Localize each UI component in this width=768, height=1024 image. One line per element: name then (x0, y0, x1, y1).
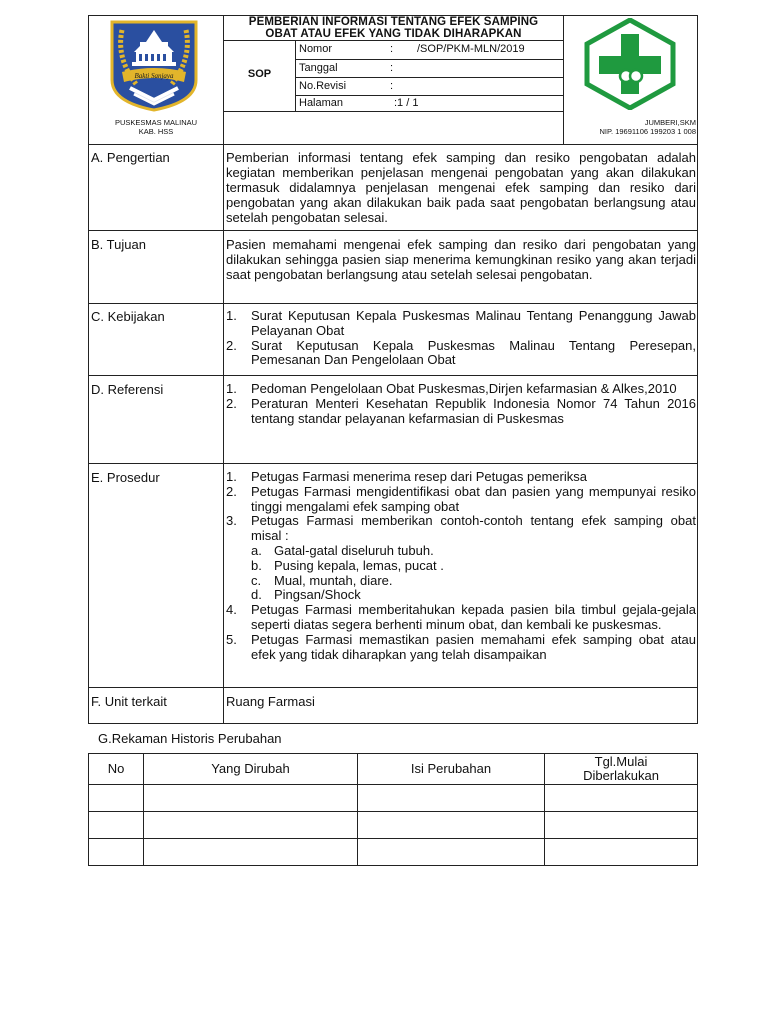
section-a-text: Pemberian informasi tentang efek samping dan resiko pengobatan adalah kegiatan memberikan penjelasan mengenai pengobatan yang akan dilakukan termasuk didalamnya penjelasan mengenai efek samping dan resiko dari pengobatan yang akan dilakukan baik pada saat pengobatan berlangsung atau setelah pengobatan selesai. (226, 150, 696, 225)
meta-nomor-value: /SOP/PKM-MLN/2019 (417, 43, 525, 55)
signer (560, 118, 696, 136)
puskesmas-cross-logo (583, 18, 677, 110)
document-title (224, 16, 563, 40)
list-item: 1. Pedoman Pengelolaan Obat Puskesmas,Dirjen kefarmasian & Alkes,2010 (226, 381, 677, 396)
list-item: 1. Surat Keputusan Kepala Puskesmas Malinau Tentang Penanggung Jawab Pelayanan Obat (226, 308, 696, 338)
section-f-text: Ruang Farmasi (226, 694, 315, 709)
section-e-list (226, 470, 696, 662)
sop-label: SOP (247, 68, 272, 80)
history-col-no: No (107, 761, 125, 776)
list-item: 5. Petugas Farmasi memastikan pasien memahami efek samping obat atau efek yang tidak diharapkan yang telah disampaikan (226, 631, 696, 662)
section-e-label: E. Prosedur (91, 470, 160, 485)
meta-nomor-label: Nomor (299, 43, 333, 55)
list-item: 2. Surat Keputusan Kepala Puskesmas Malinau Tentang Peresepan, Pemesanan Dan Pengelolaan Obat (226, 337, 696, 368)
sub-item: c. Mual, muntah, diare. (251, 572, 393, 588)
meta-halaman-value: :1 / 1 (394, 97, 419, 109)
org-name (90, 118, 222, 136)
signer-name: JUMBERI,SKM (644, 118, 696, 127)
meta-nomor-sep: : (390, 43, 394, 55)
signer-nip: NIP. 19691106 199203 1 008 (599, 127, 696, 136)
org-name-line1: PUSKESMAS MALINAU (114, 118, 198, 127)
list-item: 3. Petugas Farmasi memberikan contoh-contoh tentang efek samping obat misal : a. Gatal-gatal diseluruh tubuh. b. Pusing kepala, lemas, pucat . c. Mual, muntah, diare. d. Pingsan/Shock (226, 513, 696, 603)
list-item: 4. Petugas Farmasi memberitahukan kepada pasien bila timbul gejala-gejala seperti diatas segera berhenti minum obat, dan kembali ke puskesmas. (226, 602, 696, 632)
title-line2: OBAT ATAU EFEK YANG TIDAK DIHARAPKAN (265, 28, 522, 40)
history-col-tgl-line1: Tgl.Mulai (594, 754, 648, 769)
meta-revisi-sep: : (390, 80, 394, 92)
list-item: 1. Petugas Farmasi menerima resep dari Petugas pemeriksa (226, 469, 587, 484)
meta-revisi-label: No.Revisi (299, 80, 347, 92)
side-effect-examples (251, 544, 696, 603)
history-title: G.Rekaman Historis Perubahan (98, 731, 282, 746)
regency-emblem-logo (108, 18, 200, 112)
list-item: 2. Petugas Farmasi mengidentifikasi obat dan pasien yang mempunyai resiko tinggi mengalami efek samping obat (226, 483, 696, 514)
sub-item: a. Gatal-gatal diseluruh tubuh. (251, 542, 434, 558)
sub-item: b. Pusing kepala, lemas, pucat . (251, 557, 444, 573)
list-item: 2. Peraturan Menteri Kesehatan Republik Indonesia Nomor 74 Tahun 2016 tentang standar pelayanan kefarmasian di Puskesmas (226, 395, 696, 426)
history-col-isi-perubahan: Isi Perubahan (410, 761, 492, 776)
sub-item: d. Pingsan/Shock (251, 587, 361, 603)
section-c-list (226, 309, 696, 368)
title-line1: PEMBERIAN INFORMASI TENTANG EFEK SAMPING (248, 16, 539, 28)
meta-tanggal-label: Tanggal (299, 62, 338, 74)
section-b-text: Pasien memahami mengenai efek samping dan resiko dari pengobatan yang dilakukan sehingga pasien siap menerima kemungkinan resiko yang akan terjadi saat pengobatan berlangsung atau setelah selesai pengobatan. (226, 237, 696, 282)
meta-tanggal-sep: : (390, 62, 394, 74)
section-b-label: B. Tujuan (91, 237, 146, 252)
history-col-tgl-line2: Diberlakukan (583, 768, 659, 783)
section-d-list (226, 382, 696, 426)
section-c-label: C. Kebijakan (91, 309, 165, 324)
history-col-yang-dirubah: Yang Dirubah (211, 761, 290, 776)
history-col-tgl-mulai (545, 755, 697, 783)
section-a-label: A. Pengertian (91, 150, 170, 165)
emblem-banner-text: Bakti Sanjaya (134, 72, 174, 80)
meta-halaman-label: Halaman (299, 97, 344, 109)
section-f-label: F. Unit terkait (91, 694, 167, 709)
section-d-label: D. Referensi (91, 382, 164, 397)
org-name-line2: KAB. HSS (138, 127, 174, 136)
